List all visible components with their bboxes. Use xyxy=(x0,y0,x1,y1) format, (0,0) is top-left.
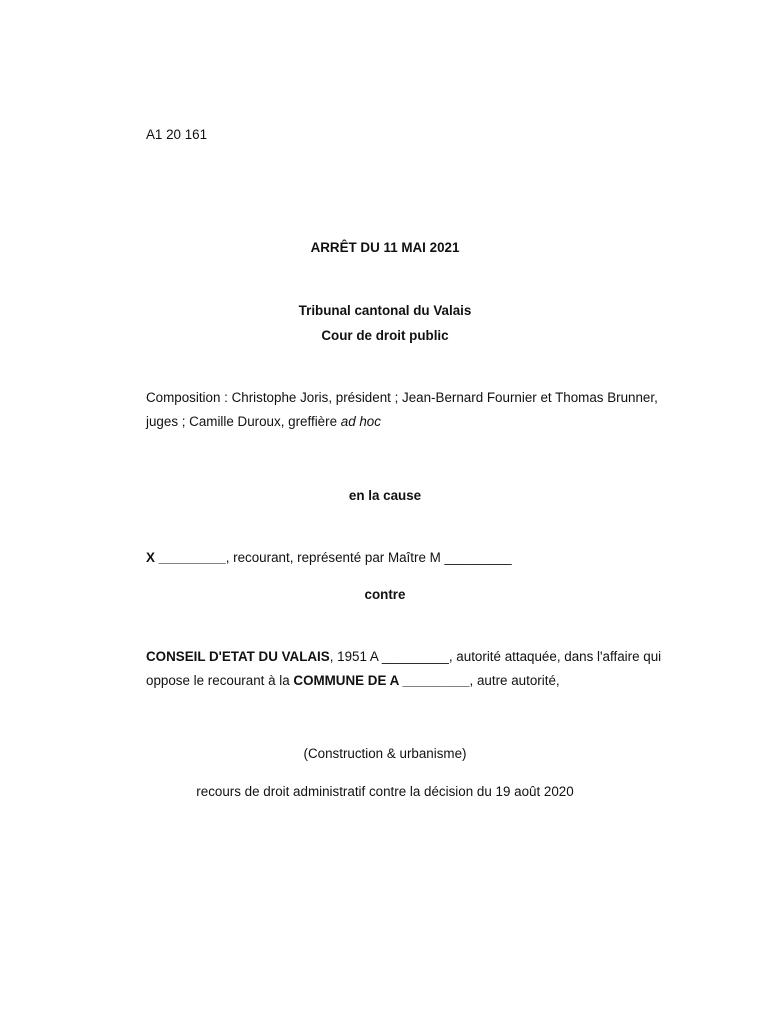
composition-line-1: Composition : Christophe Joris, président ; Jean-Bernard Fournier et Thomas Brunner, xyxy=(146,390,658,405)
autorite-details: , 1951 A _________, autorité attaquée, dans l'affaire qui xyxy=(329,649,662,664)
composition-text: juges ; Camille Duroux, greffière xyxy=(146,414,341,429)
commune-name: COMMUNE DE A _________ xyxy=(293,673,470,688)
case-object: recours de droit administratif contre la décision du 19 août 2020 xyxy=(196,784,574,799)
autorite-line-2-text: oppose le recourant à la xyxy=(146,673,294,688)
autorite-line-2 xyxy=(146,673,560,689)
contre-heading: contre xyxy=(364,587,406,602)
recourant-line xyxy=(146,550,512,566)
autorite-line-2-end: , autre autorité, xyxy=(469,673,560,688)
composition-line-2 xyxy=(146,414,381,430)
en-la-cause-heading: en la cause xyxy=(348,488,422,503)
court-name: Tribunal cantonal du Valais xyxy=(298,303,472,318)
judgment-title: ARRÊT DU 11 MAI 2021 xyxy=(310,240,460,255)
court-division: Cour de droit public xyxy=(321,328,449,343)
case-reference: A1 20 161 xyxy=(146,127,208,142)
autorite-name: CONSEIL D'ETAT DU VALAIS xyxy=(146,649,330,664)
autorite-line-1 xyxy=(146,649,661,665)
recourant-details: , recourant, représenté par Maître M _________ xyxy=(225,550,512,565)
case-subject: (Construction & urbanisme) xyxy=(303,746,467,761)
recourant-name: X _________ xyxy=(146,550,226,565)
composition-ad-hoc: ad hoc xyxy=(340,414,381,429)
